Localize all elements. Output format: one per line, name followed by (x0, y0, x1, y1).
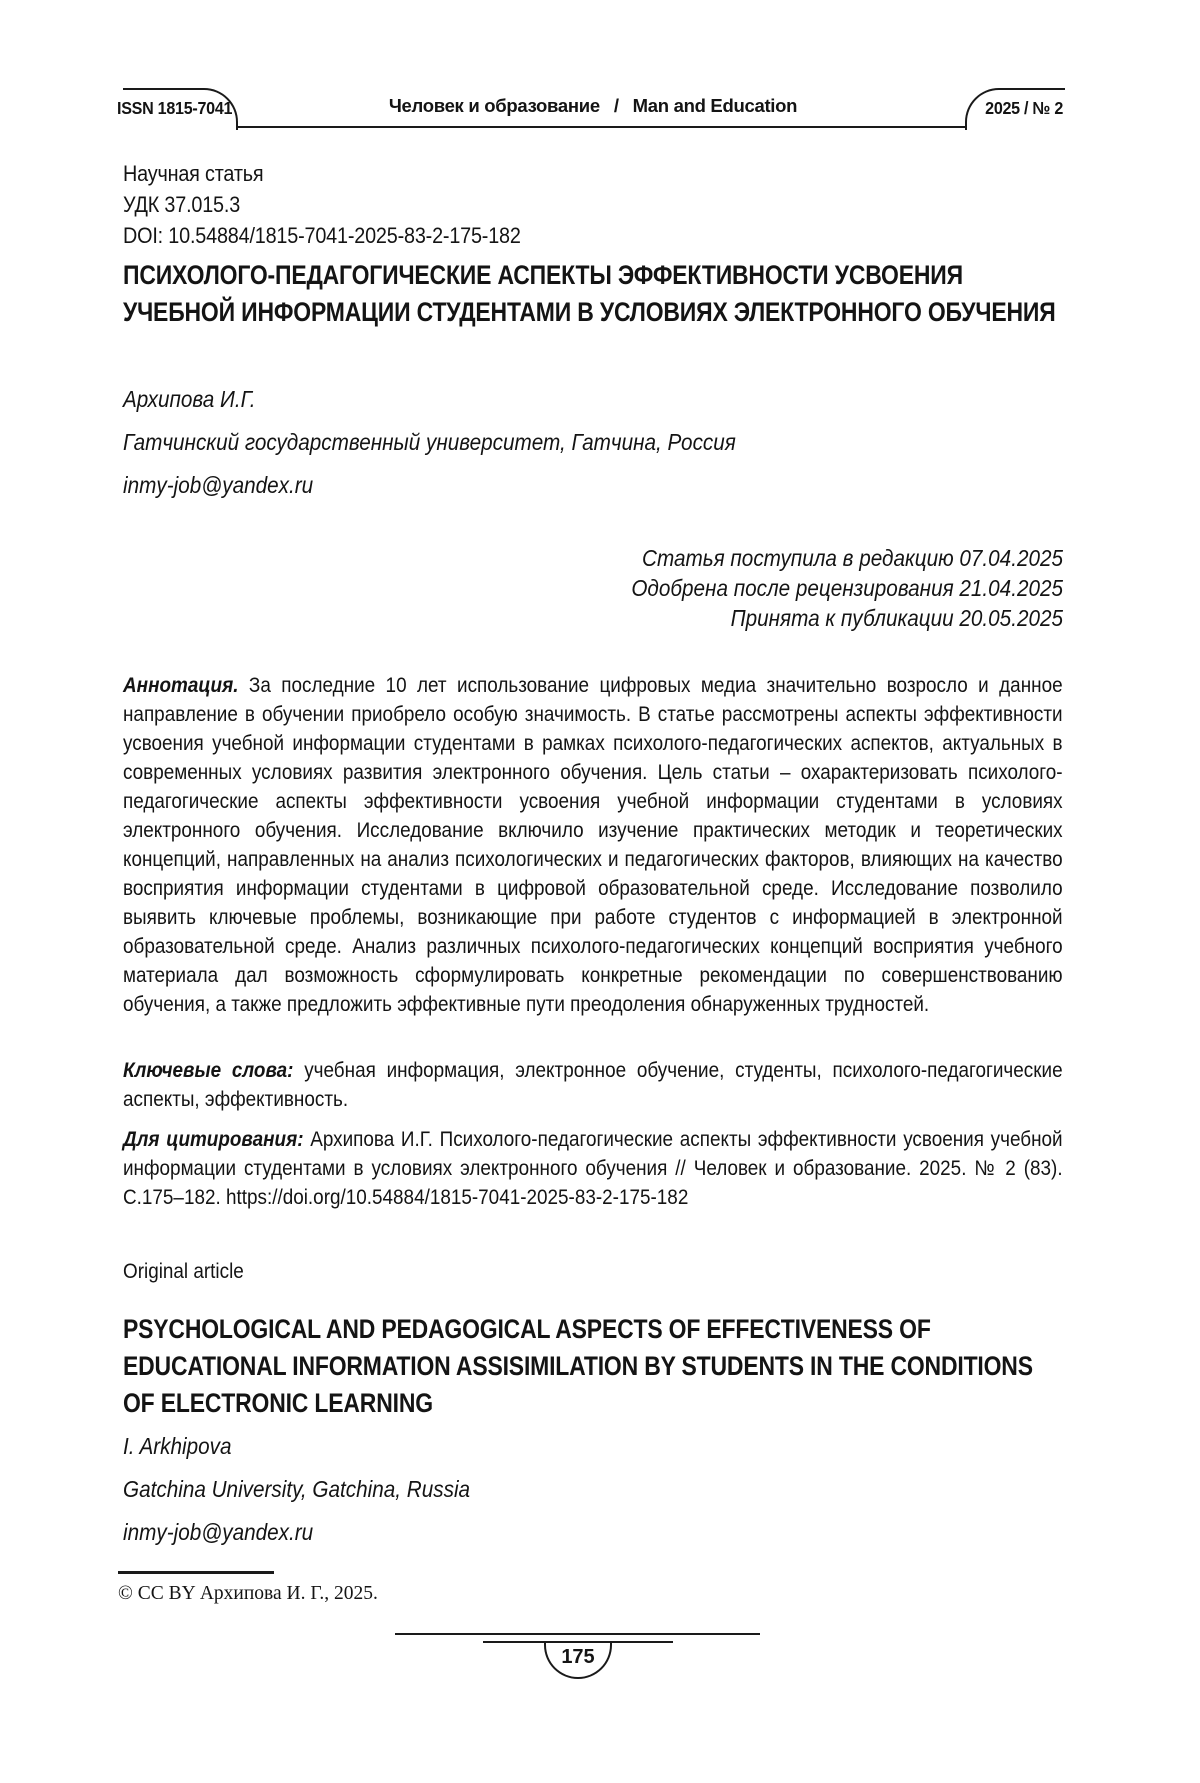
udc-code: УДК 37.015.3 (123, 192, 241, 217)
citation-section (123, 1125, 1167, 1212)
article-type: Научная статья (123, 161, 264, 186)
page-number-bubble (544, 1643, 612, 1679)
keywords-label: Ключевые слова: (123, 1059, 294, 1082)
footnote-rule (118, 1571, 274, 1574)
citation-label: Для цитирования: (123, 1128, 304, 1151)
affiliation-en: Gatchina University, Gatchina, Russia (123, 1476, 471, 1502)
abstract-section (123, 671, 1167, 1019)
author-name-ru: Архипова И.Г. (123, 386, 256, 412)
header-rule (236, 126, 966, 128)
article-dates (19, 543, 1063, 633)
journal-title-separator: / (613, 95, 619, 116)
journal-title (123, 95, 1063, 117)
author-block-en (123, 1433, 1167, 1562)
issn-label: ISSN 1815-7041 (117, 98, 233, 118)
doi-line: DOI: 10.54884/1815-7041-2025-83-2-175-182 (123, 223, 521, 248)
article-title-en-wrap (123, 1311, 1200, 1422)
author-email-en: inmy-job@yandex.ru (123, 1519, 314, 1545)
article-meta (123, 158, 1167, 251)
journal-title-ru: Человек и образование (388, 95, 600, 116)
date-approved: Одобрена после рецензирования 21.04.2025 (631, 575, 1063, 601)
abstract-text: За последние 10 лет использование цифровых медиа значительно возросло и данное направление в обучении приобрело особую значимость. В статье рассмотрены аспекты эффективности усвоения учебной информации студентами в рамках психолого-педагогических аспектов, актуальных в современных условиях развития электронного обучения. Цель статьи – охарактеризовать психолого-педагогические аспекты эффективности усвоения учебной информации студентами в условиях электронного обучения. Исследование включило изучение практических методик и теоретических концепций, направленных на анализ психологических и педагогических факторов, влияющих на качество восприятия информации студентами в цифровой образовательной среде. Исследование позволило выявить ключевые проблемы, возникающие при работе студентов с информацией в электронной образовательной среде. Анализ различных психолого-педагогических концепций восприятия учебного материала дал возможность сформулировать конкретные рекомендации по совершенствованию обучения, а также предложить эффективные пути преодоления обнаруженных трудностей. (123, 674, 1063, 1016)
article-title-en: PSYCHOLOGICAL AND PEDAGOGICAL ASPECTS OF EFFECTIVENESS OF EDUCATIONAL INFORMATION ASSISIMILATION BY STUDENTS IN THE CONDITIONS OF ELECTRONIC LEARNING (123, 1314, 1033, 1418)
journal-title-en: Man and Education (632, 95, 798, 116)
original-article-label: Original article (123, 1260, 244, 1283)
article-title-ru: ПСИХОЛОГО-ПЕДАГОГИЧЕСКИЕ АСПЕКТЫ ЭФФЕКТИВНОСТИ УСВОЕНИЯ УЧЕБНОЙ ИНФОРМАЦИИ СТУДЕНТАМИ В УСЛОВИЯХ ЭЛЕКТРОННОГО ОБУЧЕНИЯ (123, 260, 1056, 327)
citation-text: Архипова И.Г. Психолого-педагогические аспекты эффективности усвоения учебной информации студентами в условиях электронного обучения // Человек и образование. 2025. № 2 (83). С.175–182. https://doi.org/10.54884/1815-7041-2025-83-2-175-182 (123, 1128, 1063, 1209)
keywords-text: учебная информация, электронное обучение, студенты, психолого-педагогические аспекты, эффективность. (123, 1059, 1063, 1111)
keywords-section (123, 1056, 1167, 1114)
article-title-ru-wrap (123, 257, 1200, 331)
copyright-line: © CC BY Архипова И. Г., 2025. (118, 1583, 378, 1604)
affiliation-ru: Гатчинский государственный университет, Гатчина, Россия (123, 429, 736, 455)
original-article-label-wrap (123, 1258, 1167, 1286)
footer-rule-long (395, 1633, 760, 1635)
author-block-ru (123, 386, 1167, 515)
author-email-ru: inmy-job@yandex.ru (123, 472, 314, 498)
page-number: 175 (561, 1646, 595, 1668)
date-accepted: Принята к публикации 20.05.2025 (730, 605, 1063, 631)
author-name-en: I. Arkhipova (123, 1433, 232, 1459)
issue-label: 2025 / № 2 (985, 98, 1063, 118)
abstract-label: Аннотация. (123, 674, 239, 697)
date-received: Статья поступила в редакцию 07.04.2025 (642, 545, 1063, 571)
